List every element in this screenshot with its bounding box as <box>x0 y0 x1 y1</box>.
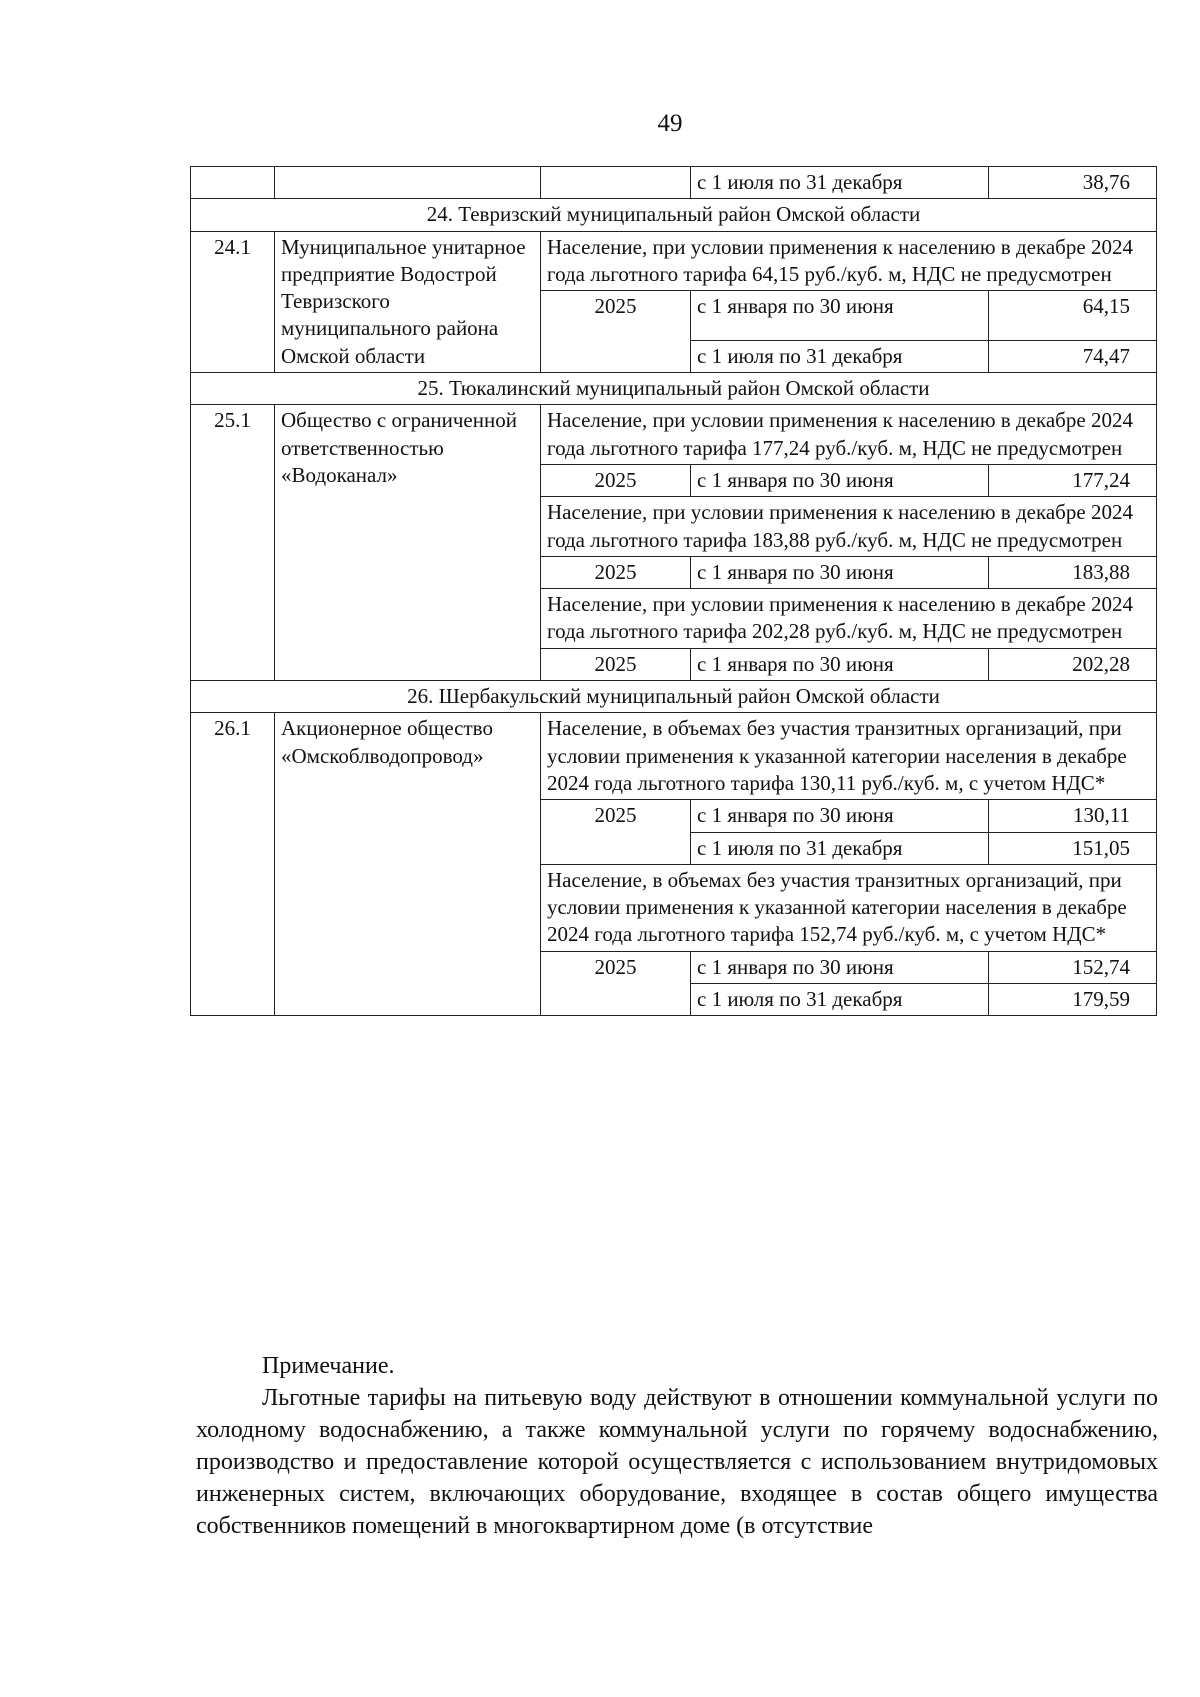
organization-name: Акционерное общество «Омскоблводопровод» <box>275 713 541 1016</box>
period-cell: с 1 января по 30 июня <box>691 464 989 496</box>
item-number: 26.1 <box>191 713 275 1016</box>
table-row <box>191 713 1157 800</box>
tariff-value-cell: 64,15 <box>989 291 1157 341</box>
year-cell: 2025 <box>541 464 691 496</box>
tariff-value-cell: 74,47 <box>989 340 1157 372</box>
table-row <box>191 231 1157 291</box>
item-number: 24.1 <box>191 231 275 372</box>
note-text: Льготные тарифы на питьевую воду действуют в отношении коммунальной услуги по холодному водоснабжению, а также коммунальной услуги по горячему водоснабжению, производство и предоставление которой осуществляется с использованием внутридомовых инженерных систем, включающих оборудование, входящее в состав общего имущества собственников помещений в многоквартирном доме (в отсутствие <box>196 1385 1158 1539</box>
tariff-value-cell: 151,05 <box>989 832 1157 864</box>
tariff-value-cell: 183,88 <box>989 556 1157 588</box>
section-title: 26. Шербакульский муниципальный район Омской области <box>191 681 1157 713</box>
period-cell: с 1 июля по 31 декабря <box>691 832 989 864</box>
year-cell: 2025 <box>541 951 691 1016</box>
tariff-value-cell: 152,74 <box>989 951 1157 983</box>
organization-name: Общество с ограниченной ответственностью «Водоканал» <box>275 405 541 681</box>
note-title: Примечание. <box>262 1353 395 1379</box>
period-cell: с 1 июля по 31 декабря <box>691 167 989 199</box>
year-cell: 2025 <box>541 556 691 588</box>
page-number: 49 <box>657 110 683 137</box>
year-cell <box>541 167 691 199</box>
period-cell: с 1 января по 30 июня <box>691 291 989 341</box>
category-description: Население, в объемах без участия транзитных организаций, при условии применения к указанной категории населения в декабре 2024 года льготного тарифа 152,74 руб./куб. м, с учетом НДС* <box>541 864 1157 951</box>
tariff-value-cell: 202,28 <box>989 648 1157 680</box>
table-row <box>191 405 1157 465</box>
year-cell: 2025 <box>541 800 691 865</box>
organization-cell <box>275 167 541 199</box>
category-description: Население, в объемах без участия транзитных организаций, при условии применения к указанной категории населения в декабре 2024 года льготного тарифа 130,11 руб./куб. м, с учетом НДС* <box>541 713 1157 800</box>
table-row <box>191 167 1157 199</box>
tariff-table <box>190 166 1157 1016</box>
number-cell <box>191 167 275 199</box>
year-cell: 2025 <box>541 291 691 373</box>
section-title: 25. Тюкалинский муниципальный район Омской области <box>191 373 1157 405</box>
category-description: Население, при условии применения к населению в декабре 2024 года льготного тарифа 202,28 руб./куб. м, НДС не предусмотрен <box>541 589 1157 649</box>
period-cell: с 1 января по 30 июня <box>691 648 989 680</box>
category-description: Население, при условии применения к населению в декабре 2024 года льготного тарифа 183,88 руб./куб. м, НДС не предусмотрен <box>541 497 1157 557</box>
period-cell: с 1 июля по 31 декабря <box>691 340 989 372</box>
note-block <box>196 1350 1158 1542</box>
organization-name: Муниципальное унитарное предприятие Водострой Тевризского муниципального района Омской области <box>275 231 541 372</box>
category-description: Население, при условии применения к населению в декабре 2024 года льготного тарифа 177,24 руб./куб. м, НДС не предусмотрен <box>541 405 1157 465</box>
section-title-row <box>191 373 1157 405</box>
tariff-value-cell: 130,11 <box>989 800 1157 832</box>
category-description: Население, при условии применения к населению в декабре 2024 года льготного тарифа 64,15 руб./куб. м, НДС не предусмотрен <box>541 231 1157 291</box>
period-cell: с 1 июля по 31 декабря <box>691 984 989 1016</box>
year-cell: 2025 <box>541 648 691 680</box>
period-cell: с 1 января по 30 июня <box>691 556 989 588</box>
period-cell: с 1 января по 30 июня <box>691 800 989 832</box>
item-number: 25.1 <box>191 405 275 681</box>
tariff-value-cell: 177,24 <box>989 464 1157 496</box>
section-title: 24. Тевризский муниципальный район Омской области <box>191 199 1157 231</box>
tariff-value-cell: 38,76 <box>989 167 1157 199</box>
period-cell: с 1 января по 30 июня <box>691 951 989 983</box>
section-title-row <box>191 199 1157 231</box>
tariff-table-body <box>191 167 1157 1016</box>
section-title-row <box>191 681 1157 713</box>
tariff-value-cell: 179,59 <box>989 984 1157 1016</box>
